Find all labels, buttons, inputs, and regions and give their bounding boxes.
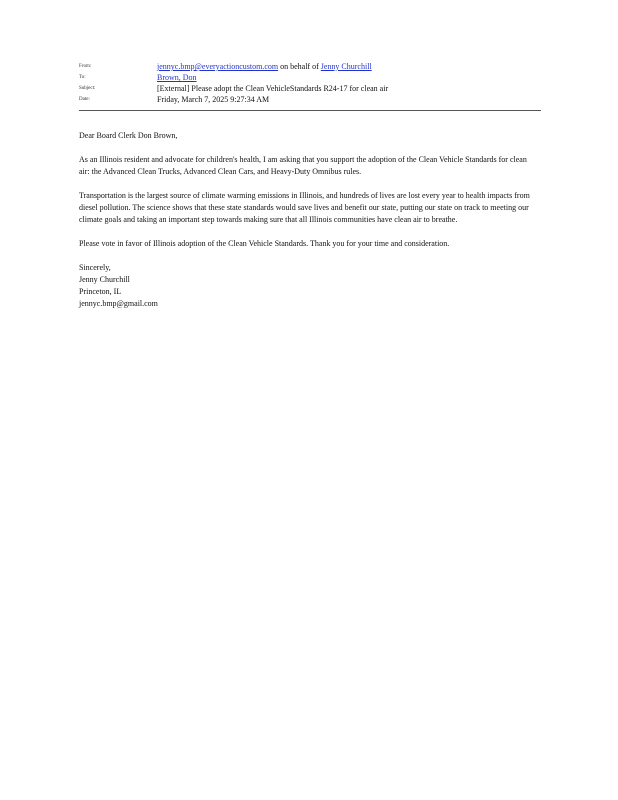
- date-label: Date:: [79, 97, 90, 102]
- from-name-link[interactable]: Jenny Churchill: [320, 62, 372, 71]
- paragraph-1: As an Illinois resident and advocate for children's health, I am asking that you support the adoption of the Clean Vehicle Standards for clean air: the Advanced Clean Trucks, Advanced Clean Cars, and Heavy-Duty Omnibus rules.: [79, 155, 527, 176]
- header-divider: [79, 110, 541, 111]
- signature-location: Princeton, IL: [79, 287, 122, 296]
- subject-value: [External] Please adopt the Clean VehicleStandards R24-17 for clean air: [157, 84, 389, 93]
- signature-email: jennyc.bmp@gmail.com: [79, 299, 158, 308]
- from-value: [157, 61, 372, 72]
- from-label: From:: [79, 64, 92, 69]
- signature-name: Jenny Churchill: [79, 275, 130, 284]
- paragraph-2: Transportation is the largest source of climate warming emissions in Illinois, and hundreds of lives are lost every year to health impacts from diesel pollution. The science shows that these state standards would save lives and benefit our state, putting our state on track to meeting our climate goals and taking an important step towards making sure that all Illinois communities have clean air to breathe.: [79, 191, 530, 224]
- signature-block: [79, 262, 539, 310]
- to-label: To:: [79, 75, 86, 80]
- date-value: Friday, March 7, 2025 9:27:34 AM: [157, 95, 270, 104]
- from-email-link[interactable]: jennyc.bmp@everyactioncustom.com: [157, 62, 279, 71]
- email-body: [79, 130, 539, 310]
- subject-label: Subject:: [79, 86, 96, 91]
- greeting: Dear Board Clerk Don Brown,: [79, 131, 178, 140]
- paragraph-3: Please vote in favor of Illinois adoption of the Clean Vehicle Standards. Thank you for your time and consideration.: [79, 239, 450, 248]
- from-behalf-text: on behalf of: [278, 62, 321, 71]
- to-name-link[interactable]: Brown, Don: [157, 73, 197, 82]
- to-value: [157, 72, 197, 83]
- signature-closing: Sincerely,: [79, 263, 111, 272]
